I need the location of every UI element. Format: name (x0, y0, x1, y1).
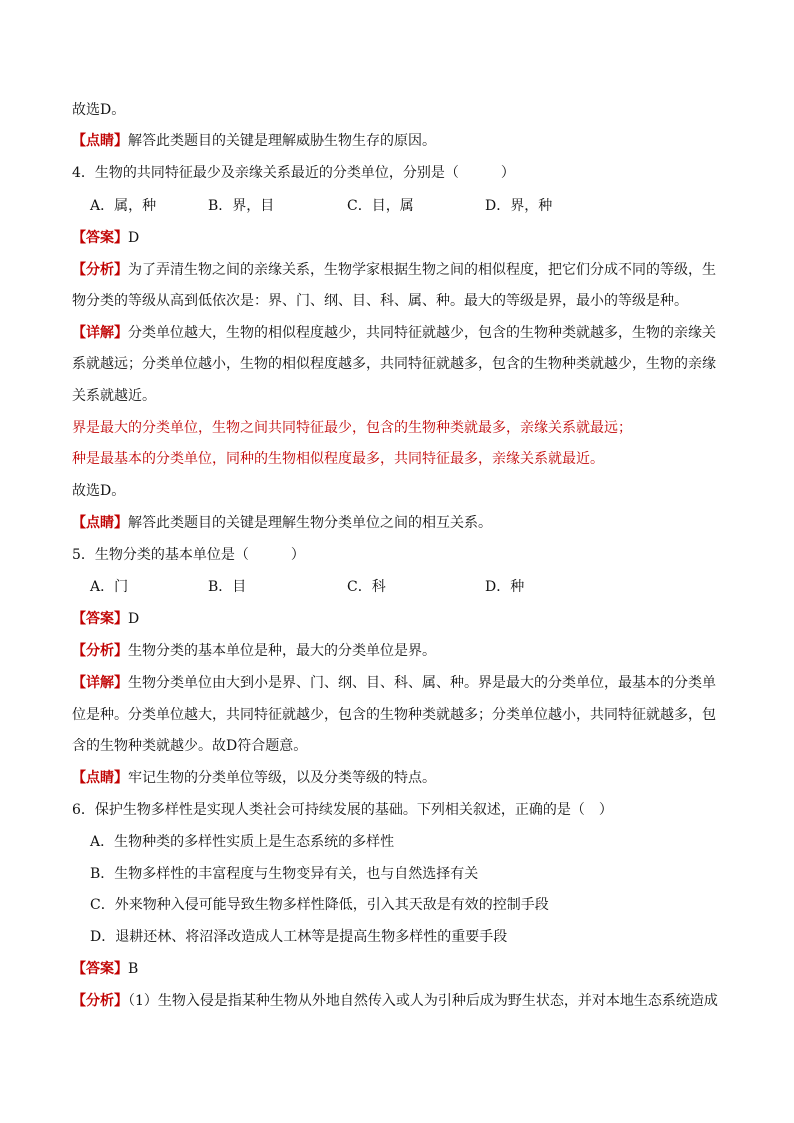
answer-value: D (128, 230, 140, 246)
option-b: B．界，目 (208, 198, 275, 214)
analysis-tag: 【分析】 (72, 643, 128, 659)
dianjing-tag: 【点睛】 (72, 515, 128, 531)
question-6-stem: 6．保护生物多样性是实现人类社会可持续发展的基础。下列相关叙述，正确的是（ ） (72, 802, 613, 818)
answer-value: B (128, 961, 139, 977)
analysis-line (72, 260, 732, 280)
analysis-line (72, 991, 732, 1011)
option-a: A．生物种类的多样性实质上是生态系统的多样性 (90, 834, 395, 850)
detail-line (72, 323, 732, 343)
option-d: D．种 (485, 579, 525, 595)
dianjing-tag: 【点睛】 (72, 770, 128, 786)
dianjing-line (72, 131, 732, 151)
analysis-text: 为了弄清生物之间的亲缘关系，生物学家根据生物之间的相似程度，把它们分成不同的等级，生 (128, 262, 716, 278)
dianjing-tag: 【点睛】 (72, 133, 128, 149)
option-c: C．外来物种入侵可能导致生物多样性降低，引入其天敌是有效的控制手段 (90, 897, 549, 913)
dianjing-line (72, 513, 732, 533)
detail-line (72, 673, 732, 693)
analysis-text: （1）生物入侵是指某种生物从外地自然传入或人为引种后成为野生状态，并对本地生态系统造成 (128, 993, 718, 1009)
analysis-line: 物分类的等级从高到低依次是：界、门、纲、目、科、属、种。最大的等级是界，最小的等级是种。 (72, 293, 688, 309)
detail-tag: 【详解】 (72, 675, 128, 691)
option-b: B．目 (208, 579, 247, 595)
dianjing-text: 牢记生物的分类单位等级，以及分类等级的特点。 (128, 770, 436, 786)
dianjing-text: 解答此类题目的关键是理解生物分类单位之间的相互关系。 (128, 515, 492, 531)
dianjing-line (72, 768, 732, 788)
option-c: C．科 (347, 579, 386, 595)
option-c: C．目，属 (347, 198, 414, 214)
option-d: D．退耕还林、将沼泽改造成人工林等是提高生物多样性的重要手段 (90, 929, 508, 945)
analysis-tag: 【分析】 (72, 262, 128, 278)
detail-line: 关系就越近。 (72, 388, 156, 404)
option-a: A．属，种 (90, 198, 157, 214)
highlight-line: 种是最基本的分类单位，同种的生物相似程度最多，共同特征最多，亲缘关系就最近。 (72, 451, 604, 467)
highlight-line: 界是最大的分类单位，生物之间共同特征最少，包含的生物种类就最多，亲缘关系就最远； (72, 420, 632, 436)
detail-text: 生物分类单位由大到小是界、门、纲、目、科、属、种。界是最大的分类单位，最基本的分类单 (128, 675, 716, 691)
option-d: D．界，种 (485, 198, 553, 214)
dianjing-text: 解答此类题目的关键是理解威胁生物生存的原因。 (128, 133, 436, 149)
answer-tag: 【答案】 (72, 611, 128, 627)
option-a: A．门 (90, 579, 129, 595)
answer-line (72, 228, 732, 248)
select-line: 故选D。 (72, 483, 126, 499)
question-5-stem: 5．生物分类的基本单位是（ ） (72, 547, 305, 563)
detail-line: 系就越远；分类单位越小，生物的相似程度越多，共同特征就越多，包含的生物种类就越少，生物的亲缘 (72, 356, 716, 372)
answer-value: D (128, 611, 140, 627)
analysis-line (72, 641, 732, 661)
answer-line (72, 609, 732, 629)
analysis-text: 生物分类的基本单位是种，最大的分类单位是界。 (128, 643, 436, 659)
analysis-tag: 【分析】 (72, 993, 128, 1009)
option-b: B．生物多样性的丰富程度与生物变异有关，也与自然选择有关 (90, 866, 479, 882)
answer-line (72, 959, 732, 979)
answer-tag: 【答案】 (72, 961, 128, 977)
detail-text: 分类单位越大，生物的相似程度越少，共同特征就越少，包含的生物种类就越多，生物的亲缘关 (128, 325, 716, 341)
select-line: 故选D。 (72, 102, 126, 118)
detail-line: 含的生物种类就越少。故D符合题意。 (72, 738, 308, 754)
question-4-stem: 4．生物的共同特征最少及亲缘关系最近的分类单位，分别是（ ） (72, 165, 515, 181)
detail-tag: 【详解】 (72, 325, 128, 341)
detail-line: 位是种。分类单位越大，共同特征就越少，包含的生物种类就越多；分类单位越小，共同特征就越多，包 (72, 707, 716, 723)
answer-tag: 【答案】 (72, 230, 128, 246)
